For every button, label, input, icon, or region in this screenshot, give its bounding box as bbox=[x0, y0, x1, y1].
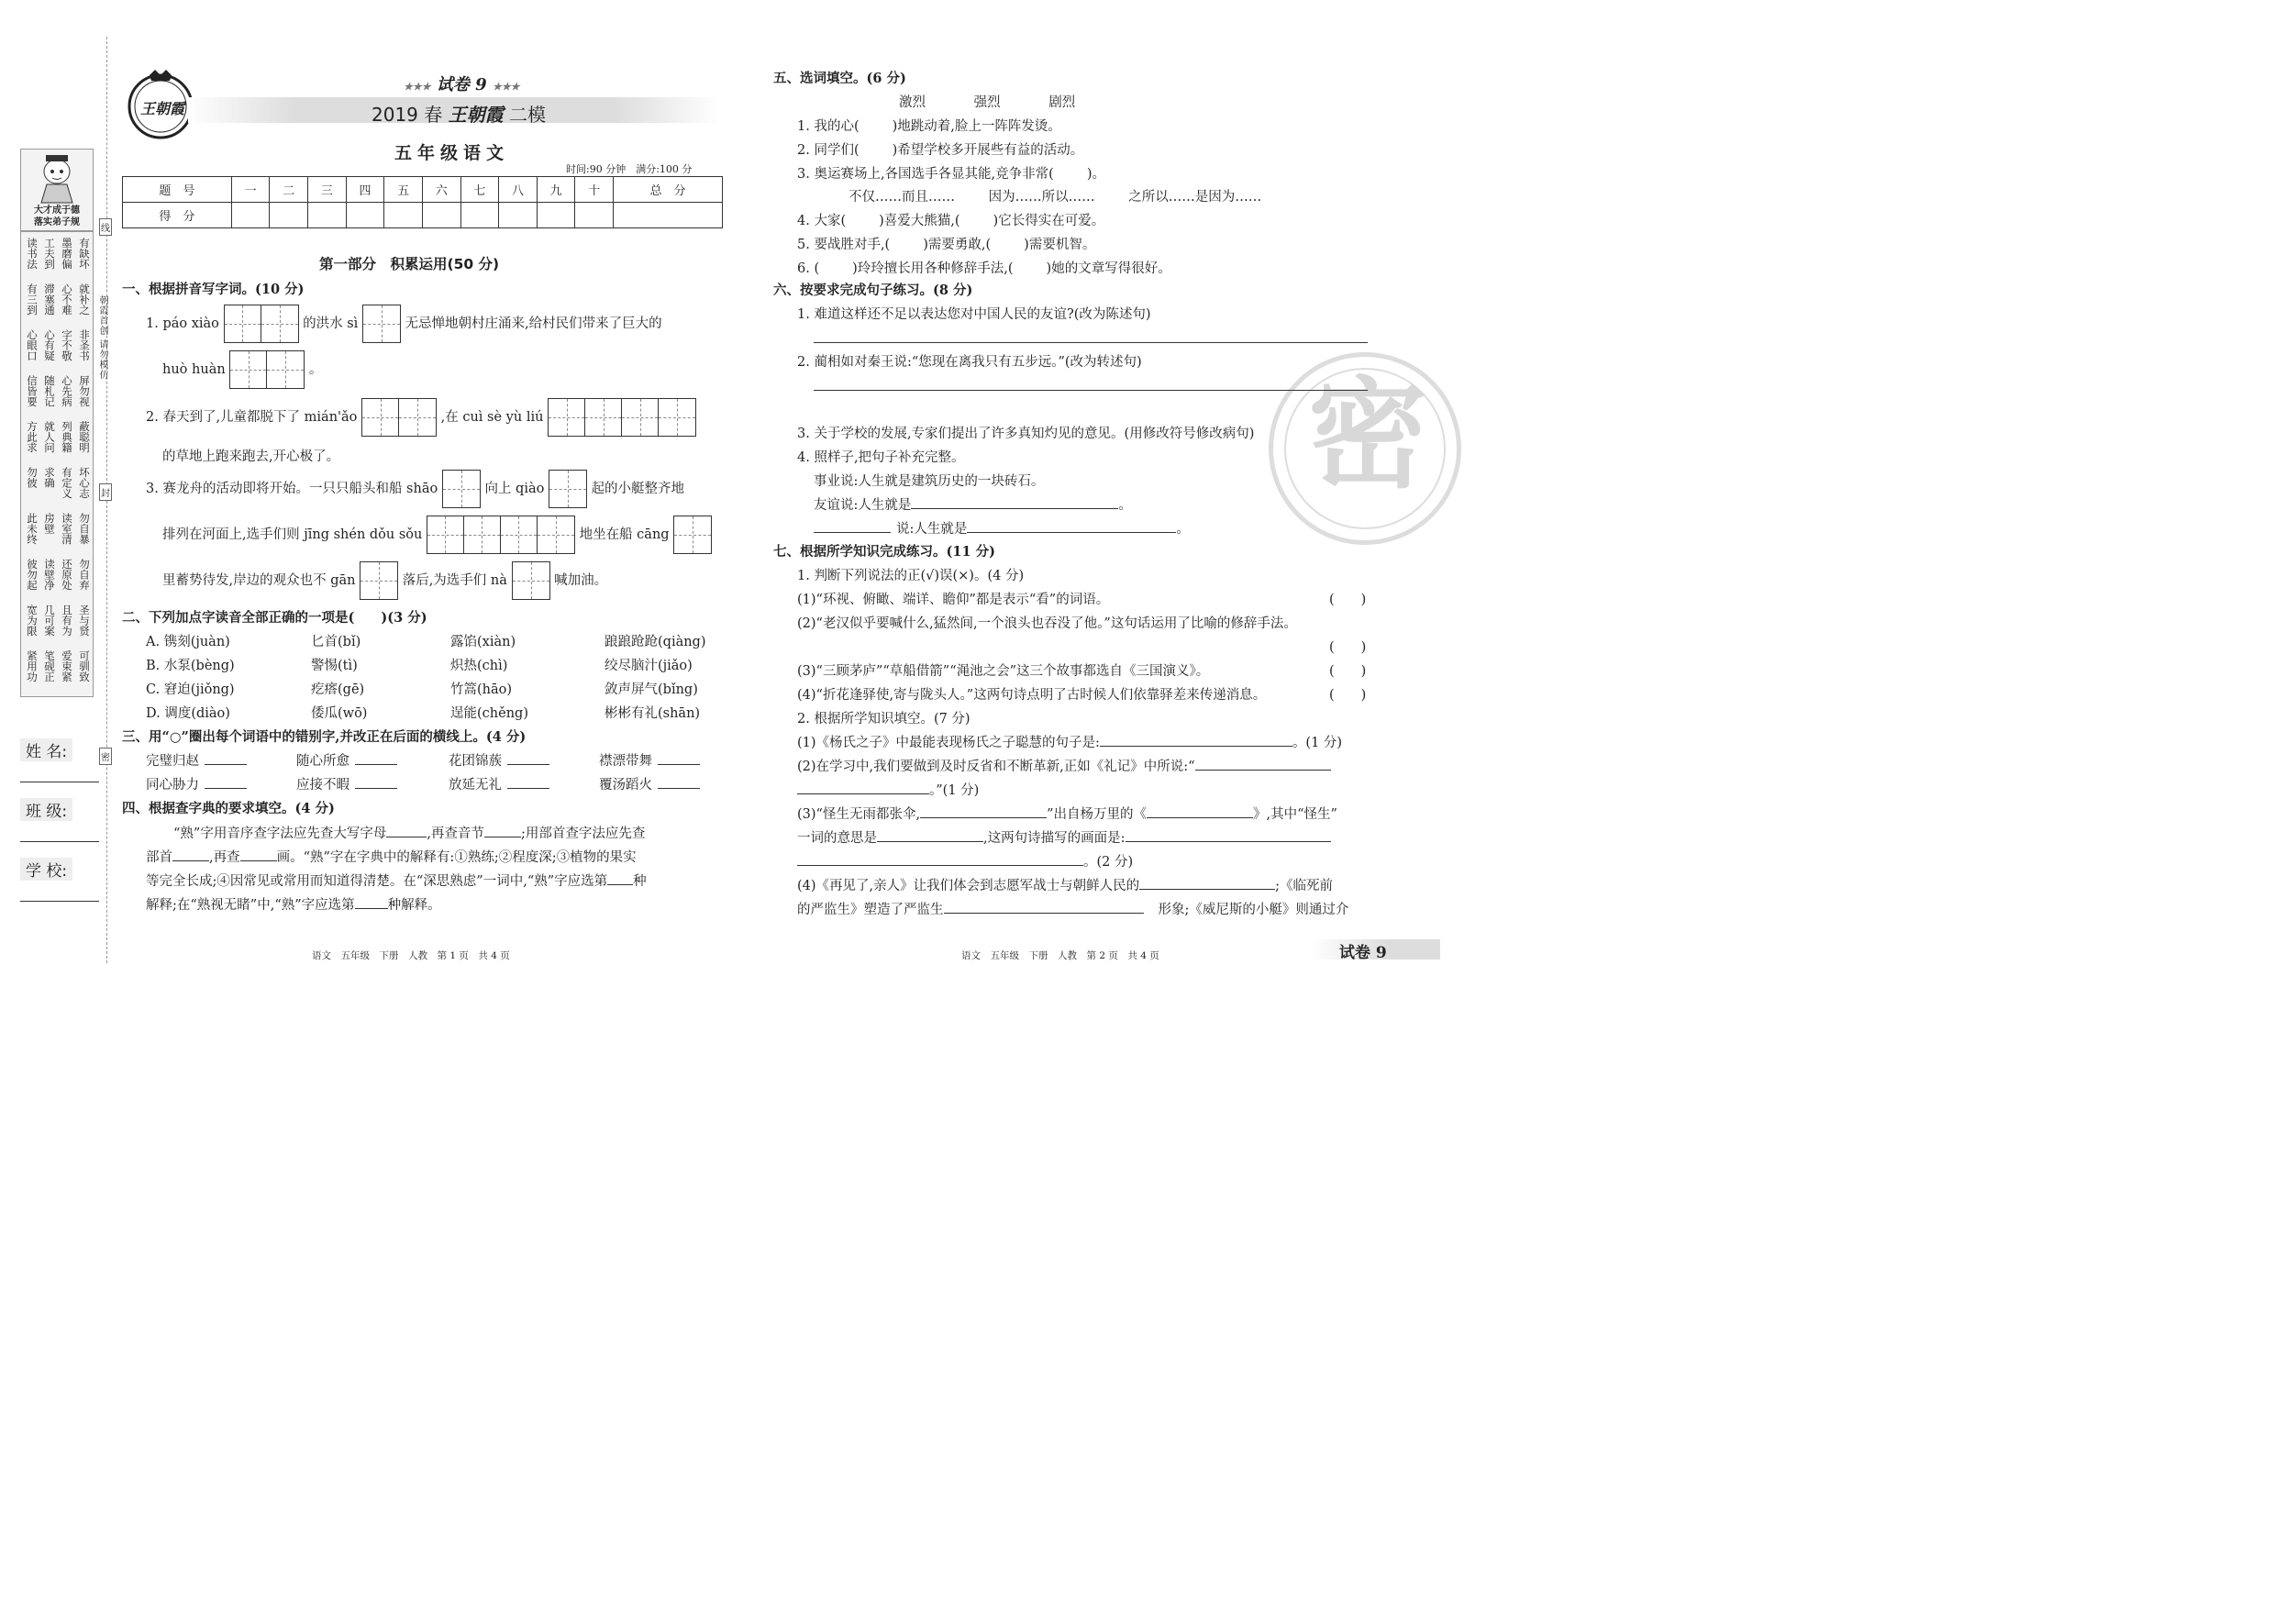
char-box-2[interactable] bbox=[224, 305, 299, 343]
text: 1. 我的心( bbox=[797, 119, 860, 134]
proverb-column: 心先病 bbox=[61, 375, 73, 407]
answer-blank[interactable] bbox=[658, 764, 700, 765]
answer-line[interactable] bbox=[814, 342, 1368, 343]
q1-line4: 的草地上跑来跑去,开心极了。 bbox=[162, 449, 340, 464]
answer-blank[interactable] bbox=[658, 788, 700, 789]
word-text: 随心所愈 bbox=[296, 754, 349, 769]
score-table-header: 七 bbox=[460, 177, 499, 203]
text: 3. 奥运赛场上,各国选手各显其能,竞争非常( bbox=[797, 167, 1054, 182]
text: ;用部首查字法应先查 bbox=[520, 826, 646, 841]
proverb-column: 工夫到 bbox=[43, 238, 56, 270]
answer-blank[interactable] bbox=[507, 764, 549, 765]
proverb-group bbox=[25, 238, 91, 282]
proverb-column: 非圣书 bbox=[78, 329, 91, 361]
q1-title: 一、根据拼音写字词。(10 分) bbox=[122, 282, 305, 297]
proverb-column: 有三到 bbox=[26, 283, 39, 316]
word-item bbox=[599, 750, 700, 770]
judge-paren[interactable]: ( ) bbox=[1329, 640, 1367, 655]
left-footer: 语文 五年级 下册 人教 第 1 页 共 4 页 bbox=[312, 950, 510, 961]
proverb-column: 随札记 bbox=[43, 375, 56, 407]
word: 剧烈 bbox=[1048, 95, 1076, 110]
text: )玲玲擅长用各种修辞手法,( bbox=[852, 261, 1014, 276]
text: 画。“熟”字在字典中的解释有:①熟练;②程度深;③植物的果实 bbox=[276, 850, 637, 865]
section-1 bbox=[122, 275, 727, 605]
answer-blank[interactable] bbox=[1139, 889, 1275, 890]
proverb-group bbox=[25, 329, 91, 373]
answer-blank[interactable] bbox=[205, 788, 247, 789]
q1-line1 bbox=[146, 305, 662, 343]
proverb-column: 墨磨偏 bbox=[61, 238, 73, 270]
text: 6. ( bbox=[797, 261, 820, 276]
option-item[interactable]: C. 窘迫(jiǒng) bbox=[146, 682, 235, 697]
option-item[interactable]: A. 镌刻(juàn) bbox=[146, 635, 230, 649]
word-text: 应接不暇 bbox=[296, 778, 349, 793]
text: 。 bbox=[1118, 498, 1132, 513]
text: ,这两句诗描写的画面是: bbox=[983, 831, 1126, 846]
sidebar-motto-box bbox=[20, 149, 94, 231]
proverb-group bbox=[25, 604, 91, 649]
answer-blank[interactable] bbox=[920, 817, 1047, 818]
word: 因为……所以…… bbox=[988, 190, 1095, 205]
answer-blank[interactable] bbox=[240, 860, 277, 861]
q4-line4 bbox=[146, 894, 441, 914]
word-text: 放延无礼 bbox=[449, 778, 502, 793]
text: )地跳动着,脸上一阵阵发烫。 bbox=[892, 119, 1061, 134]
score-cell[interactable] bbox=[499, 203, 538, 228]
seal-mark-seal: 封 bbox=[99, 483, 112, 501]
score-table-header: 五 bbox=[384, 177, 423, 203]
proverb-box bbox=[20, 231, 94, 697]
text: 。 bbox=[1176, 522, 1190, 537]
judge-paren[interactable]: ( ) bbox=[1329, 664, 1367, 679]
score-cell[interactable] bbox=[575, 203, 614, 228]
answer-blank[interactable] bbox=[507, 788, 549, 789]
word-text: 覆汤蹈火 bbox=[599, 778, 652, 793]
q7-title: 七、根据所学知识完成练习。(11 分) bbox=[773, 544, 995, 560]
judge-1: (1)“环视、俯瞰、端详、瞻仰”都是表示“看”的词语。 bbox=[797, 593, 1110, 607]
score-table-header: 三 bbox=[308, 177, 347, 203]
judge-paren[interactable]: ( ) bbox=[1329, 593, 1367, 607]
score-cell[interactable] bbox=[460, 203, 499, 228]
proverb-column: 圣与贤 bbox=[78, 604, 91, 637]
answer-blank[interactable] bbox=[1147, 817, 1253, 818]
proverb-group bbox=[25, 375, 91, 419]
option-item: 敛声屏气(bǐng) bbox=[605, 682, 698, 697]
word-text: 襟漂带舞 bbox=[599, 754, 652, 769]
proverb-group bbox=[25, 559, 91, 603]
judge-2: (2)“老汉似乎要喊什么,猛然间,一个浪头也吞没了他。”这句话运用了比喻的修辞手法。 bbox=[797, 616, 1297, 631]
right-footer: 语文 五年级 下册 人教 第 2 页 共 4 页 bbox=[961, 950, 1159, 961]
option-item[interactable]: B. 水泵(bèng) bbox=[146, 659, 235, 673]
section-5 bbox=[773, 66, 1397, 282]
q6-fill-1 bbox=[814, 494, 1132, 514]
proverb-column: 紧用功 bbox=[26, 650, 39, 682]
score-table-header: 总 分 bbox=[614, 177, 723, 203]
class-field[interactable] bbox=[20, 841, 99, 842]
section-2 bbox=[122, 607, 727, 726]
text: 。(2 分) bbox=[1083, 855, 1134, 870]
seal-mark-secret: 密 bbox=[99, 748, 112, 765]
proverb-column: 有缺坏 bbox=[78, 238, 91, 270]
text: 一词的意思是 bbox=[797, 831, 877, 846]
option-item[interactable]: D. 调度(diào) bbox=[146, 706, 230, 721]
fill-2 bbox=[797, 756, 1331, 775]
text: 友谊说:人生就是 bbox=[814, 498, 912, 513]
fill-3b bbox=[797, 827, 1331, 847]
proverb-group bbox=[25, 650, 91, 694]
proverb-column: 还原处 bbox=[61, 559, 73, 591]
q1-line6 bbox=[162, 516, 712, 554]
school-field[interactable] bbox=[20, 901, 99, 902]
section-7 bbox=[773, 539, 1397, 925]
word-item bbox=[599, 774, 700, 793]
word-item bbox=[296, 750, 397, 770]
proverb-group bbox=[25, 421, 91, 465]
proverb-group bbox=[25, 513, 91, 557]
proverb-column: 信皆要 bbox=[26, 375, 39, 407]
score-cell[interactable] bbox=[231, 203, 270, 228]
subject-title: 五年级语文 bbox=[394, 143, 510, 163]
text: 。 bbox=[308, 362, 323, 377]
fill-item bbox=[797, 139, 1083, 159]
time-info: 时间:90 分钟 满分:100 分 bbox=[566, 163, 693, 175]
title-brand: 王朝霞 bbox=[448, 104, 504, 126]
proverb-column: 心不难 bbox=[61, 283, 73, 316]
text: (1)《杨氏之子》中最能表现杨氏之子聪慧的句子是: bbox=[797, 736, 1100, 750]
text: 排列在河面上,选手们则 jīng shén dǒu sǒu bbox=[162, 527, 423, 542]
scholar-mascot-icon bbox=[21, 150, 93, 205]
q7-part-1: 1. 判断下列说法的正(√)误(×)。(4 分) bbox=[797, 569, 1025, 583]
text: 的洪水 sì bbox=[303, 316, 359, 331]
q4-line3 bbox=[146, 871, 647, 890]
answer-blank[interactable] bbox=[355, 788, 397, 789]
fill-item bbox=[797, 210, 1104, 229]
option-item: 竹篙(hāo) bbox=[450, 682, 513, 697]
option-item: 匕首(bǐ) bbox=[311, 635, 361, 649]
q5-word-bank-1 bbox=[899, 92, 1075, 111]
text: 3. 赛龙舟的活动即将开始。一只只船头和船 shāo bbox=[146, 482, 438, 496]
option-item: 倭瓜(wō) bbox=[311, 706, 368, 721]
proverb-column: 蔽聪明 bbox=[78, 421, 91, 453]
char-box-2[interactable] bbox=[361, 398, 437, 437]
q6-sentence-2: 2. 蔺相如对秦王说:“您现在离我只有五步远。”(改为转述句) bbox=[797, 355, 1142, 370]
left-sidebar bbox=[0, 0, 110, 989]
proverb-column: 就人问 bbox=[43, 421, 56, 453]
text: 4. 大家( bbox=[797, 214, 847, 228]
word-item bbox=[146, 774, 247, 793]
word: 激烈 bbox=[899, 95, 926, 110]
q7-part-2: 2. 根据所学知识填空。(7 分) bbox=[797, 712, 971, 726]
fill-2b bbox=[797, 780, 979, 799]
answer-blank[interactable] bbox=[814, 532, 891, 533]
q6-fill-2 bbox=[814, 518, 1190, 538]
fill-4 bbox=[797, 875, 1333, 894]
proverb-column: 勿自暴 bbox=[78, 513, 91, 545]
text: ”出自杨万里的《 bbox=[1047, 807, 1147, 822]
text: )希望学校多开展些有益的活动。 bbox=[892, 143, 1084, 158]
score-cell[interactable] bbox=[384, 203, 423, 228]
proverb-column: 有定义 bbox=[61, 467, 73, 499]
score-cell[interactable] bbox=[308, 203, 347, 228]
proverb-column: 坏心志 bbox=[78, 467, 91, 499]
q6-sentence-1: 1. 难道这样还不足以表达您对中国人民的友谊?(改为陈述句) bbox=[797, 307, 1151, 322]
text: 落后,为选手们 nà bbox=[402, 573, 507, 588]
section-3 bbox=[122, 726, 727, 795]
answer-blank[interactable] bbox=[1100, 746, 1292, 747]
answer-blank[interactable] bbox=[877, 841, 983, 842]
word-text: 完璧归赵 bbox=[146, 754, 199, 769]
char-box-1[interactable] bbox=[549, 470, 587, 508]
proverb-column: 且有为 bbox=[61, 604, 73, 637]
option-item: 警惕(tì) bbox=[311, 659, 358, 673]
fill-item bbox=[797, 234, 1095, 253]
text: 解释;在“熟视无睹”中,“熟”字应选第 bbox=[146, 898, 355, 913]
option-item: 彬彬有礼(shān) bbox=[605, 706, 701, 721]
text: ,再查音节 bbox=[427, 826, 484, 841]
q1-line2 bbox=[162, 350, 322, 389]
word: 不仅……而且…… bbox=[849, 190, 955, 205]
q6-example: 事业说:人生就是建筑历史的一块砖石。 bbox=[814, 474, 1045, 489]
fill-3 bbox=[797, 804, 1337, 823]
q1-line5 bbox=[146, 470, 684, 508]
judge-3: (3)“三顾茅庐”“草船借箭”“渑池之会”这三个故事都选自《三国演义》。 bbox=[797, 664, 1210, 679]
score-table-header: 九 bbox=[537, 177, 575, 203]
score-cell[interactable] bbox=[537, 203, 575, 228]
score-table-header: 题 号 bbox=[123, 177, 232, 203]
proverb-column: 方此求 bbox=[26, 421, 39, 453]
answer-blank[interactable] bbox=[607, 884, 633, 885]
judge-4: (4)“折花逢驿使,寄与陇头人。”这两句诗点明了古时候人们依靠驿差来传递消息。 bbox=[797, 688, 1267, 703]
text: 种 bbox=[633, 874, 647, 889]
score-table-header: 八 bbox=[499, 177, 538, 203]
text: )她的文章写得很好。 bbox=[1046, 261, 1171, 276]
text: )需要机智。 bbox=[1024, 238, 1096, 252]
proverb-column: 读壁净 bbox=[43, 559, 56, 591]
text: 向上 qiào bbox=[484, 482, 545, 496]
char-box-1[interactable] bbox=[673, 516, 712, 554]
fill-item bbox=[797, 163, 1105, 183]
option-item: 踉踉跄跄(qiàng) bbox=[605, 635, 706, 649]
text: )喜爱大熊猫,( bbox=[879, 214, 960, 228]
title-suffix: 二模 bbox=[508, 104, 546, 126]
score-cell[interactable] bbox=[346, 203, 384, 228]
answer-blank[interactable] bbox=[911, 508, 1118, 509]
score-table bbox=[122, 176, 723, 228]
text: 》,其中“怪生” bbox=[1252, 807, 1337, 822]
proverb-column: 宽为限 bbox=[26, 604, 39, 637]
text: ,再查 bbox=[209, 850, 240, 865]
text: “熟”字用音序查字法应先查大写字母 bbox=[173, 826, 387, 841]
text: 起的小艇整齐地 bbox=[591, 482, 685, 496]
char-box-4[interactable] bbox=[548, 398, 696, 437]
answer-blank[interactable] bbox=[944, 913, 1144, 914]
name-label: 姓 名: bbox=[20, 738, 72, 761]
motto-line-2: 落实弟子规 bbox=[34, 217, 80, 227]
text: )。 bbox=[1086, 167, 1105, 182]
text: 5. 要战胜对手,( bbox=[797, 238, 891, 252]
proverb-column: 几可案 bbox=[43, 604, 56, 637]
score-table-header: 一 bbox=[231, 177, 270, 203]
q3-title: 三、用“○”圈出每个词语中的错别字,并改正在后面的横线上。(4 分) bbox=[122, 729, 527, 745]
text: (2)在学习中,我们要做到及时反省和不断革新,正如《礼记》中所说:“ bbox=[797, 760, 1195, 774]
score-table-header: 六 bbox=[422, 177, 460, 203]
q6-sentence-4: 4. 照样子,把句子补充完整。 bbox=[797, 450, 965, 465]
judge-paren[interactable]: ( ) bbox=[1329, 688, 1367, 703]
proverb-column: 读书法 bbox=[26, 238, 39, 270]
char-box-1[interactable] bbox=[442, 470, 481, 508]
proverb-column: 笔砚正 bbox=[43, 650, 56, 682]
score-cell[interactable] bbox=[270, 203, 308, 228]
option-item: 露馅(xiàn) bbox=[450, 635, 516, 649]
text: (3)“怪生无雨都张伞, bbox=[797, 807, 921, 822]
q1-line7 bbox=[162, 561, 607, 600]
q4-title: 四、根据查字典的要求填空。(4 分) bbox=[122, 801, 335, 816]
proverb-column: 读室清 bbox=[61, 513, 73, 545]
vertical-note: 朝霞首创 请勿模仿 bbox=[97, 295, 107, 381]
proverb-column: 爱束紧 bbox=[61, 650, 73, 682]
word-item bbox=[449, 774, 549, 793]
q4-line2 bbox=[146, 847, 637, 866]
proverb-column: 就补之 bbox=[78, 283, 91, 316]
text: )需要勇敢,( bbox=[923, 238, 992, 252]
stamp-char: 密 bbox=[1308, 364, 1428, 505]
word-text: 花团锦蔟 bbox=[449, 754, 502, 769]
proverb-column: 字不敬 bbox=[61, 329, 73, 361]
score-table-header: 十 bbox=[575, 177, 614, 203]
section-6 bbox=[773, 278, 1397, 539]
text: 种解释。 bbox=[387, 898, 441, 913]
answer-blank[interactable] bbox=[797, 865, 1083, 866]
q1-line3 bbox=[146, 398, 696, 437]
proverb-column: 彼勿起 bbox=[26, 559, 39, 591]
answer-blank[interactable] bbox=[205, 764, 247, 765]
fill-1 bbox=[797, 732, 1342, 751]
fill-4b bbox=[797, 899, 1348, 918]
word-item bbox=[146, 750, 247, 770]
text: 。”(1 分) bbox=[929, 783, 980, 798]
text: 形象;《威尼斯的小艇》则通过介 bbox=[1158, 903, 1349, 917]
answer-blank[interactable] bbox=[797, 793, 929, 794]
answer-blank[interactable] bbox=[1195, 770, 1331, 771]
text: 里蓄势待发,岸边的观众也不 gān bbox=[162, 573, 356, 588]
class-label: 班 级: bbox=[20, 798, 72, 821]
q6-title: 六、按要求完成句子练习。(8 分) bbox=[773, 283, 973, 298]
proverb-column: 心有疑 bbox=[43, 329, 56, 361]
text: 等完全长成;④因常见或常用而知道得清楚。在“深思熟虑”一词中,“熟”字应选第 bbox=[146, 874, 608, 889]
fill-3c bbox=[797, 851, 1133, 871]
option-item: 绞尽脑汁(jiǎo) bbox=[605, 659, 693, 673]
text: 喊加油。 bbox=[554, 573, 608, 588]
part-title: 第一部分 积累运用(50 分) bbox=[319, 256, 500, 272]
option-item: 疙瘩(gē) bbox=[311, 682, 365, 697]
text: 。(1 分) bbox=[1292, 736, 1343, 750]
option-item: 炽热(chì) bbox=[450, 659, 508, 673]
answer-blank[interactable] bbox=[1126, 841, 1331, 842]
char-box-1[interactable] bbox=[360, 561, 398, 600]
q2-title: 二、下列加点字读音全部正确的一项是( )(3 分) bbox=[122, 610, 427, 626]
char-box-1[interactable] bbox=[362, 305, 401, 343]
school-label: 学 校: bbox=[20, 858, 72, 881]
pinyin: huò huàn bbox=[162, 362, 226, 377]
proverb-group bbox=[25, 283, 91, 327]
corner-badge: 试卷 9 bbox=[1339, 944, 1387, 962]
proverb-column: 勿彼 bbox=[26, 467, 39, 488]
proverb-column: 屏勿视 bbox=[78, 375, 91, 407]
option-item: 逞能(chěng) bbox=[450, 706, 528, 721]
text: 无忌惮地朝村庄涌来,给村民们带来了巨大的 bbox=[405, 316, 662, 331]
score-table-header: 四 bbox=[346, 177, 384, 203]
section-4 bbox=[122, 798, 727, 917]
text: 部首 bbox=[146, 850, 172, 865]
motto-line-1: 大才成于德 bbox=[34, 205, 80, 216]
text: 说:人生就是 bbox=[896, 522, 968, 537]
text: ;《临死前 bbox=[1275, 879, 1334, 893]
proverb-column: 可驯致 bbox=[78, 650, 91, 682]
score-cell[interactable] bbox=[422, 203, 460, 228]
answer-blank[interactable] bbox=[355, 764, 397, 765]
char-box-1[interactable] bbox=[512, 561, 550, 600]
answer-blank[interactable] bbox=[355, 908, 388, 909]
q5-word-bank-2 bbox=[849, 186, 1261, 205]
score-row-label: 得 分 bbox=[123, 203, 232, 228]
word-text: 同心胁力 bbox=[146, 778, 199, 793]
proverb-column: 列典籍 bbox=[61, 421, 73, 453]
char-box-4[interactable] bbox=[427, 516, 575, 554]
answer-blank[interactable] bbox=[172, 860, 209, 861]
proverb-group bbox=[25, 467, 91, 511]
text: ,在 cuì sè yù liú bbox=[440, 410, 544, 425]
text: )它长得实在可爱。 bbox=[993, 214, 1105, 228]
proverb-column: 此未终 bbox=[26, 513, 39, 545]
exam-badge-text: 试卷 9 bbox=[436, 75, 487, 94]
text: 的严监生》塑造了严监生 bbox=[797, 903, 944, 917]
q6-sentence-3: 3. 关于学校的发展,专家们提出了许多真知灼见的意见。(用修改符号修改病句) bbox=[797, 427, 1255, 441]
score-cell[interactable] bbox=[614, 203, 723, 228]
proverb-column: 勿自弃 bbox=[78, 559, 91, 591]
title-year: 2019 春 bbox=[372, 104, 443, 126]
q4-line1 bbox=[173, 823, 645, 842]
word-item bbox=[449, 750, 549, 770]
text: 2. 同学们( bbox=[797, 143, 860, 158]
text: (4)《再见了,亲人》让我们体会到志愿军战士与朝鲜人民的 bbox=[797, 879, 1140, 893]
text: 地坐在船 cāng bbox=[579, 527, 670, 542]
proverb-column: 求确 bbox=[43, 467, 56, 488]
word: 之所以……是因为…… bbox=[1128, 190, 1262, 205]
score-table-header: 二 bbox=[270, 177, 308, 203]
exam-title bbox=[372, 100, 546, 127]
brand-logo bbox=[124, 68, 197, 141]
logo-text: 王朝霞 bbox=[139, 100, 184, 117]
proverb-column: 房壁 bbox=[43, 513, 56, 534]
text: 2. 春天到了,儿童都脱下了 mián'ǎo bbox=[146, 410, 358, 425]
proverb-column: 滞塞通 bbox=[43, 283, 56, 316]
fill-item bbox=[797, 116, 1061, 135]
q5-title: 五、选词填空。(6 分) bbox=[773, 71, 906, 86]
seal-mark-line: 线 bbox=[99, 218, 112, 236]
exam-badge: ★★★ 试卷 9 ★★★ bbox=[404, 75, 520, 94]
fill-item bbox=[797, 258, 1171, 277]
pinyin: 1. páo xiào bbox=[146, 316, 219, 331]
answer-blank[interactable] bbox=[967, 532, 1176, 533]
char-box-2[interactable] bbox=[229, 350, 305, 389]
word: 强烈 bbox=[973, 95, 1001, 110]
proverb-column: 心眼口 bbox=[26, 329, 39, 361]
word-item bbox=[296, 774, 397, 793]
answer-line[interactable] bbox=[814, 390, 1368, 391]
